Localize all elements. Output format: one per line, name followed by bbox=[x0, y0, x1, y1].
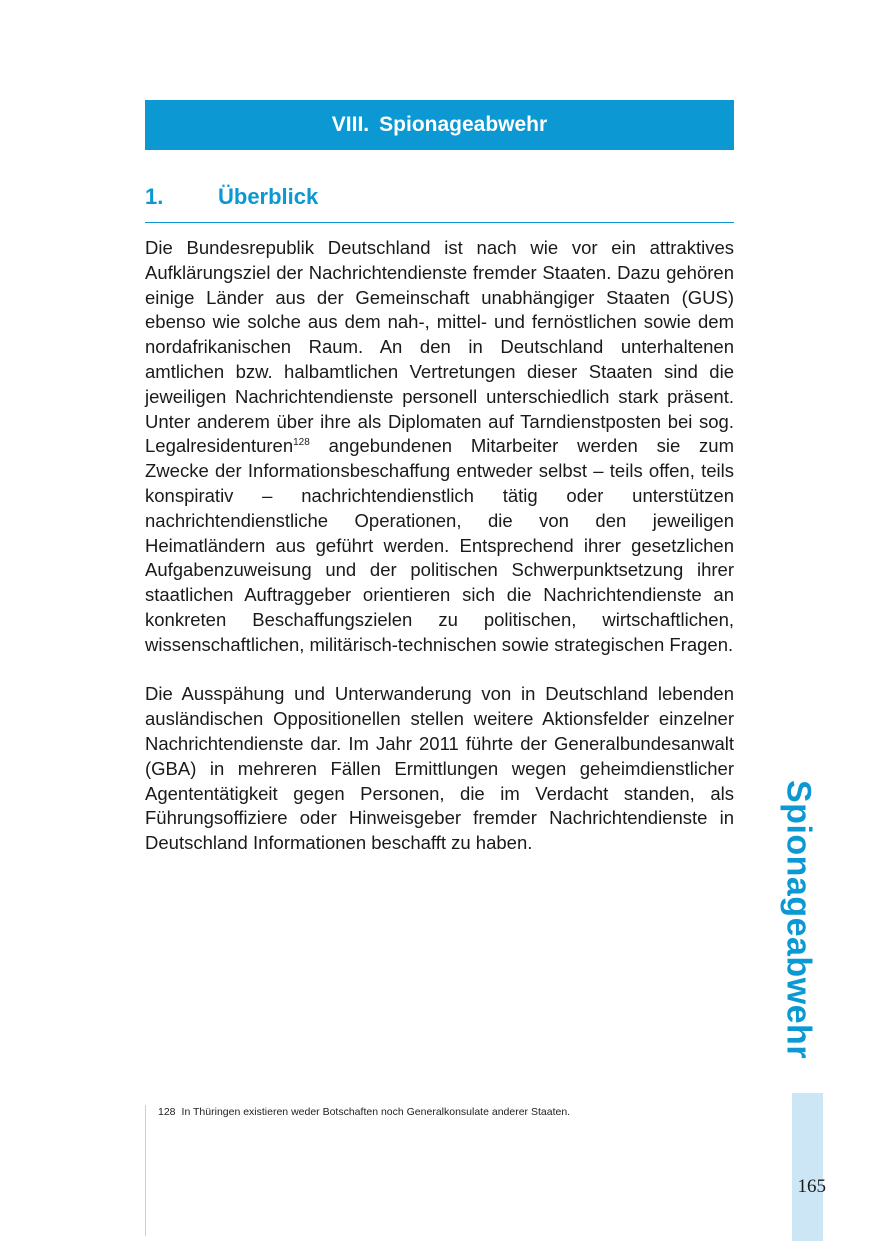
page-number: 165 bbox=[797, 1176, 826, 1197]
footnote bbox=[158, 1106, 570, 1118]
footnote-reference[interactable]: 128 bbox=[293, 437, 310, 449]
section-title: Überblick bbox=[218, 184, 319, 209]
paragraph-1 bbox=[145, 236, 734, 658]
paragraph-1-part-1: Die Bundesrepublik Deutschland ist nach wie vor ein attraktives Aufklärungsziel der Nachrichtendienste fremder Staaten. Dazu gehören einige Länder aus der Gemeinschaft unabhängiger Staaten (GUS) ebenso wie solche aus dem nah-, mittel- und fernöstlichen sowie dem nordafrikanischen Raum. An den in Deutschland unterhaltenen amtlichen bzw. halbamtlichen Vertretungen dieser Staaten sind die jeweiligen Nachrichtendienste personell unterschiedlich stark präsent. Unter anderem über ihre als Diplomaten auf Tarndienstposten bei sog. Legalresidenturen bbox=[145, 237, 734, 457]
section-number: 1. bbox=[145, 184, 164, 209]
side-title bbox=[768, 780, 828, 1060]
page-tab bbox=[792, 1093, 823, 1241]
section-heading bbox=[145, 180, 734, 223]
paragraph-1-part-2: angebundenen Mitarbeiter werden sie zum Zwecke der Informationsbeschaffung entweder selbst – teils offen, teils konspirativ – nachrichtendienstlich tätig oder unterstützen nachrichtendienstliche Operationen, die von den jeweiligen Heimatländern aus geführt werden. Entsprechend ihrer gesetzlichen Aufgabenzuweisung und der politischen Schwerpunktsetzung ihrer staatlichen Auftraggeber orientieren sich die Nachrichtendienste an konkreten Beschaffungszielen zu politischen, wirtschaftlichen, wissenschaftlichen, militärisch-technischen sowie strategischen Fragen. bbox=[145, 435, 734, 655]
chapter-number: VIII. bbox=[331, 113, 370, 136]
paragraph-2: Die Ausspähung und Unterwanderung von in Deutschland lebenden ausländischen Oppositionellen stellen weitere Aktionsfelder einzelner Nachrichtendienste dar. Im Jahr 2011 führte der Generalbundesanwalt (GBA) in mehreren Fällen Ermittlungen wegen geheimdienstlicher Agententätigkeit gegen Personen, die im Verdacht standen, als Führungsoffiziere oder Hinweisgeber fremder Nachrichtendienste in Deutschland Informationen beschafft zu haben. bbox=[145, 683, 734, 854]
chapter-banner bbox=[145, 100, 734, 150]
footnote-text: In Thüringen existieren weder Botschaften noch Generalkonsulate anderer Staaten. bbox=[181, 1106, 571, 1118]
footnote-number: 128 bbox=[158, 1106, 176, 1118]
body-text bbox=[145, 236, 734, 881]
chapter-title: Spionageabwehr bbox=[379, 113, 548, 136]
side-title-text: Spionageabwehr bbox=[779, 780, 818, 1060]
footnote-divider bbox=[145, 1105, 146, 1236]
